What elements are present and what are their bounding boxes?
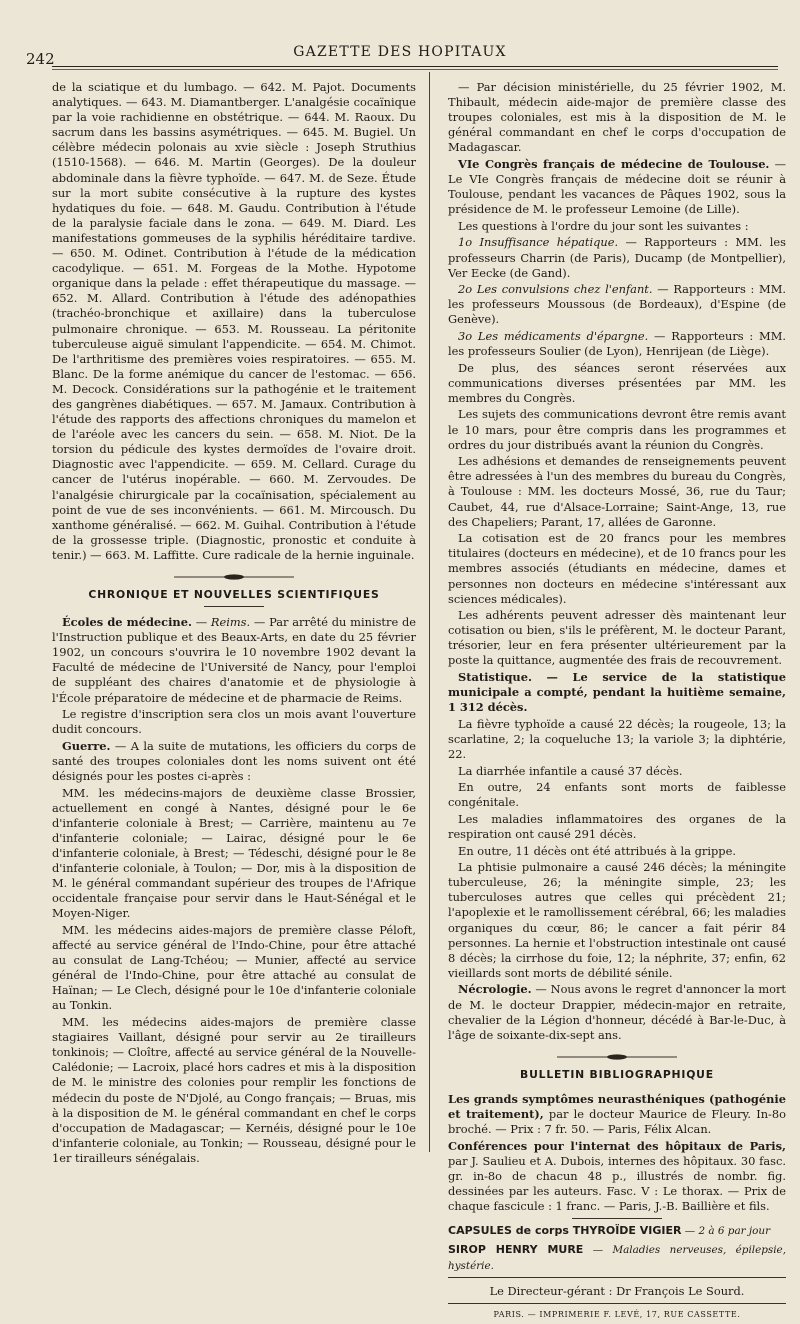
ads-rule	[572, 1218, 662, 1219]
ad-capsules-dose: — 2 à 6 par jour	[681, 1225, 771, 1238]
ecoles-text: — Par arrêté du ministre de l'Instruction publique et des Beaux-Arts, en date du 25 février 1902, un concours s'ouvrira le 10 novembre 1902 devant la Faculté de médecine de l'Université de Nancy, pour l'emploi de suppléant des chaires d'anatomie et de physiologie à l'École préparatoire de médecine et de pharmacie de Reims.	[52, 615, 416, 705]
guerre-p2: MM. les médecins-majors de deuxième classe Brossier, actuellement en congé à Nantes, désigné pour le 6e d'infanterie coloniale à Brest; — Carrière, maintenu au 7e d'infanterie coloniale; — Lairac, désigné pour le 6e d'infanterie coloniale, à Brest; — Tédeschi, désigné pour le 8e d'infanterie coloniale, à Toulon; — Dor, mis à la disposition de M. le général commandant supérieur des troupes de l'Afrique occidentale française pour servir dans le Haut-Sénégal et le Moyen-Niger.	[52, 785, 416, 921]
stat-p3: En outre, 24 enfants sont morts de faiblesse congénitale.	[448, 780, 786, 810]
thesis-list: de la sciatique et du lumbago. — 642. M. Pajot. Documents analytiques. — 643. M. Diamantberger. L'analgésie cocaïnique par la voie rachidienne en obstétrique. — 644. M. Raoux. Du sacrum dans les bassins asymétriques. — 645. M. Bugiel. Un célèbre médecin polonais au xvie siècle : Joseph Struthius (1510-1568). — 646. M. Martin (Georges). De la douleur abdominale dans la fièvre typhoïde. — 647. M. de Seze. Étude sur la mort subite consécutive à la rupture des kystes hydatiques du foie. — 648. M. Gaudu. Contribution à l'étude de la paralysie faciale dans le zona. — 649. M. Diard. Les manifestations gommeuses de la syphilis héréditaire tardive. — 650. M. Odinet. Contribution à l'étude de la médication cacodylique. — 651. M. Forgeas de la Mothe. Hypotome organique dans la pelade : effet thérapeutique du massage. — 652. M. Allard. Contribution à l'étude des adénopathies (trachéo-bronchique et axillaire) dans la tuberculose pulmonaire chronique. — 653. M. Rousseau. La péritonite tuberculeuse aiguë simulant l'appendicite. — 654. M. Chimot. De l'arthritisme des premières voies respiratoires. — 655. M. Blanc. De la forme anémique du cancer de l'estomac. — 656. M. Decock. Considérations sur la pathogénie et le traitement des gangrènes diabétiques. — 657. M. Jamaux. Contribution à l'étude des rapports des affections chroniques du mamelon et de l'aréole avec les cancers du sein. — 658. M. Niot. De la torsion du pédicule des kystes dermoïdes de l'ovaire droit. Diagnostic avec l'appendicite. — 659. M. Cellard. Curage du cancer de l'utérus inopérable. — 660. M. Zervoudes. De l'analgésie chirurgicale par la cocaïnisation, spécialement au point de vue de ses inconvénients. — 661. M. Mircousch. Du xanthome généralisé. — 662. M. Guihal. Contribution à l'étude de la grossesse triple. (Diagnostic, pronostic et conduite à tenir.) — 663. M. Laffitte. Cure radicale de la hernie inguinale.	[52, 80, 416, 562]
cotisation-paragraph: La cotisation est de 20 francs pour les membres titulaires (docteurs en médecine), et de 10 francs pour les membres associés (étudiants en médecine, dames et personnes non docteurs en médecine s'intéressant aux sciences médicales).	[448, 531, 786, 606]
ecoles-paragraph: Écoles de médecine. — Reims. — Par arrêté du ministre de l'Instruction publique et des Beaux-Arts, en date du 25 février 1902, un concours s'ouvrira le 10 novembre 1902 devant la Faculté de médecine de l'Université de Nancy, pour l'emploi de suppléant des chaires d'anatomie et de physiologie à l'École préparatoire de médecine et de pharmacie de Reims.	[52, 615, 416, 705]
biblio-1-text: par le docteur Maurice de Fleury. In-8o broché. — Prix : 7 fr. 50. — Paris, Félix Alcan.	[448, 1107, 786, 1137]
questions-intro: Les questions à l'ordre du jour sont les suivantes :	[458, 218, 749, 233]
guerre-heading: Guerre.	[62, 738, 111, 753]
page-title: GAZETTE DES HOPITAUX	[293, 44, 507, 60]
guerre-p4: MM. les médecins aides-majors de première classe stagiaires Vaillant, désigné pour servir au 2e tirailleurs tonkinois; — Cloître, affecté au service général de la Nouvelle-Calédonie; — Lacroix, placé hors cadres et mis à la disposition de M. le ministre des colonies pour remplir les fonctions de médecin du poste de N'Djolé, au Congo français; — Bruas, mis à la disposition de M. le général commandant en chef le corps d'occupation de Madagascar; — Kernéis, désigné pour le 10e d'infanterie coloniale, au Tonkin; — Rousseau, désigné pour le 1er tirailleurs sénégalais.	[52, 1015, 416, 1165]
directeur-gerant: Le Directeur-gérant : Dr François Le Sourd.	[489, 1284, 745, 1299]
biblio-2-title: Conférences pour l'internat des hôpitaux de Paris,	[448, 1138, 786, 1153]
ornament-divider-2	[557, 1053, 677, 1061]
adherents-paragraph: Les adhérents peuvent adresser dès maintenant leur cotisation ou bien, s'ils le préfèrent, M. le docteur Parant, trésorier, leur en fera présenter ultérieurement par la poste la quittance, augmentée des frais de recouvrement.	[448, 608, 786, 668]
question-2	[448, 282, 786, 327]
congres-heading: VIe Congrès français de médecine de Toulouse.	[458, 156, 770, 171]
question-1	[448, 235, 786, 280]
ad-capsules	[448, 1223, 786, 1239]
ad-capsules-name: CAPSULES de corps THYROÏDE VIGIER	[448, 1224, 682, 1238]
column-divider	[429, 72, 430, 1152]
page-number: 242	[26, 50, 55, 68]
stat-p2: La diarrhée infantile a causé 37 décès.	[458, 763, 683, 778]
printer-imprint: PARIS. — IMPRIMERIE F. LEVÉ, 17, RUE CASSETTE.	[493, 1310, 741, 1320]
biblio-entry-1	[448, 1092, 786, 1137]
section-title-bulletin: BULLETIN BIBLIOGRAPHIQUE	[520, 1067, 714, 1081]
question-3	[448, 329, 786, 359]
sujets-paragraph: Les sujets des communications devront être remis avant le 10 mars, pour être compris dans les programmes et ordres du jour distribués avant la réunion du Congrès.	[448, 407, 786, 452]
ecoles-registre: Le registre d'inscription sera clos un mois avant l'ouverture dudit concours.	[52, 707, 416, 737]
statistique-heading: Statistique. — Le service de la statistique municipale a compté, pendant la huitième semaine, 1 312 décès.	[448, 670, 786, 715]
header-rule-thin	[52, 69, 778, 70]
necrologie-text: — Nous avons le regret d'annoncer la mort de M. le docteur Drappier, médecin-major en retraite, chevalier de la Légion d'honneur, décédé à Bar-le-Duc, à l'âge de soixante-dix-sept ans.	[448, 982, 786, 1042]
gerant-box	[448, 1277, 786, 1304]
congres-paragraph	[448, 157, 786, 217]
ecoles-city: Reims.	[210, 615, 251, 630]
q2-label: 2o Les convulsions chez l'enfant.	[458, 282, 653, 297]
right-column	[448, 80, 786, 1324]
section-title-chronique: CHRONIQUE ET NOUVELLES SCIENTIFIQUES	[88, 588, 380, 601]
header-rule	[52, 66, 778, 67]
congres-text: — Le VIe Congrès français de médecine doit se réunir à Toulouse, pendant les vacances de Pâques 1902, sous la présidence de M. le professeur Lemoine (de Lille).	[448, 156, 786, 217]
adhesions-paragraph: Les adhésions et demandes de renseignements peuvent être adressées à l'un des membres du bureau du Congrès, à Toulouse : MM. les docteurs Mossé, 36, rue du Taur; Caubet, 44, rue d'Alsace-Lorraine; Saint-Ange, 13, rue des Chapeliers; Parant, 17, allées de Garonne.	[448, 454, 786, 529]
stat-p5: En outre, 11 décès ont été attribués à la grippe.	[458, 843, 736, 858]
q3-text: — Rapporteurs : MM. les professeurs Soulier (de Lyon), Henrijean (de Liège).	[448, 329, 786, 359]
necrologie-heading: Nécrologie.	[458, 982, 532, 997]
stat-p4: Les maladies inflammatoires des organes de la respiration ont causé 291 décès.	[448, 811, 786, 841]
q1-label: 1o Insuffisance hépatique.	[458, 235, 619, 250]
stat-p6: La phtisie pulmonaire a causé 246 décès; la méningite tuberculeuse, 26; la méningite simple, 23; les tuberculoses autres que celles qui précèdent 21; l'apoplexie et le ramollissement cérébral, 66; les maladies organiques du cœur, 86; le cancer a fait périr 84 personnes. La hernie et l'obstruction intestinale ont causé 8 décès; la cirrhose du foie, 12; la néphrite, 37; enfin, 62 vieillards sont morts de débilité sénile.	[448, 860, 786, 980]
ad-sirop-name: SIROP HENRY MURE	[448, 1243, 584, 1257]
section-rule	[204, 606, 264, 607]
guerre-text: — A la suite de mutations, les officiers du corps de santé des troupes coloniales dont les noms suivent ont été désignés pour les postes ci-après :	[52, 738, 416, 784]
biblio-entry-2	[448, 1139, 786, 1214]
stat-p1: La fièvre typhoïde a causé 22 décès; la rougeole, 13; la scarlatine, 2; la coqueluche 13; la variole 3; la diphtérie, 22.	[448, 716, 786, 762]
ad-sirop-use: — Maladies nerveuses, épilepsie, hystérie.	[448, 1244, 787, 1273]
necrologie-paragraph	[448, 982, 786, 1042]
ecoles-heading: Écoles de médecine.	[62, 615, 192, 630]
biblio-2-text: par J. Saulieu et A. Dubois, internes des hôpitaux. 30 fasc. gr. in-8o de chacun 48 p., illustrés de nombr. fig. dessinées par les auteurs. Fasc. V : Le thorax. — Prix de chaque fascicule : 1 franc. — Paris, J.-B. Baillière et fils.	[448, 1153, 786, 1214]
guerre-p3: MM. les médecins aides-majors de première classe Péloft, affecté au service général de l'Indo-Chine, pour être attaché au consulat de Lang-Tchéou; — Munier, affecté au service général de l'Indo-Chine, pour être attaché au consulat de Haïnan; — Le Clech, désigné pour le 10e d'infanterie coloniale au Tonkin.	[52, 922, 416, 1013]
ad-sirop	[448, 1242, 786, 1274]
guerre-paragraph	[52, 739, 416, 784]
q2-text: — Rapporteurs : MM. les professeurs Moussous (de Bordeaux), d'Espine (de Genève).	[448, 282, 787, 327]
ornament-divider	[174, 573, 294, 581]
q1-text: — Rapporteurs : MM. les professeurs Charrin (de Paris), Ducamp (de Montpellier), Ver Eecke (de Gand).	[448, 235, 786, 280]
thibault-paragraph: — Par décision ministérielle, du 25 février 1902, M. Thibault, médecin aide-major de première classe des troupes coloniales, est mis à la disposition de M. le général commandant en chef le corps d'occupation de Madagascar.	[448, 80, 786, 155]
q3-label: 3o Les médicaments d'épargne.	[458, 329, 649, 343]
left-column	[52, 80, 416, 1167]
biblio-1-title: Les grands symptômes neurasthéniques (pathogénie et traitement),	[448, 1091, 786, 1121]
seances-paragraph: De plus, des séances seront réservées aux communications diverses présentées par MM. les membres du Congrès.	[448, 360, 786, 405]
